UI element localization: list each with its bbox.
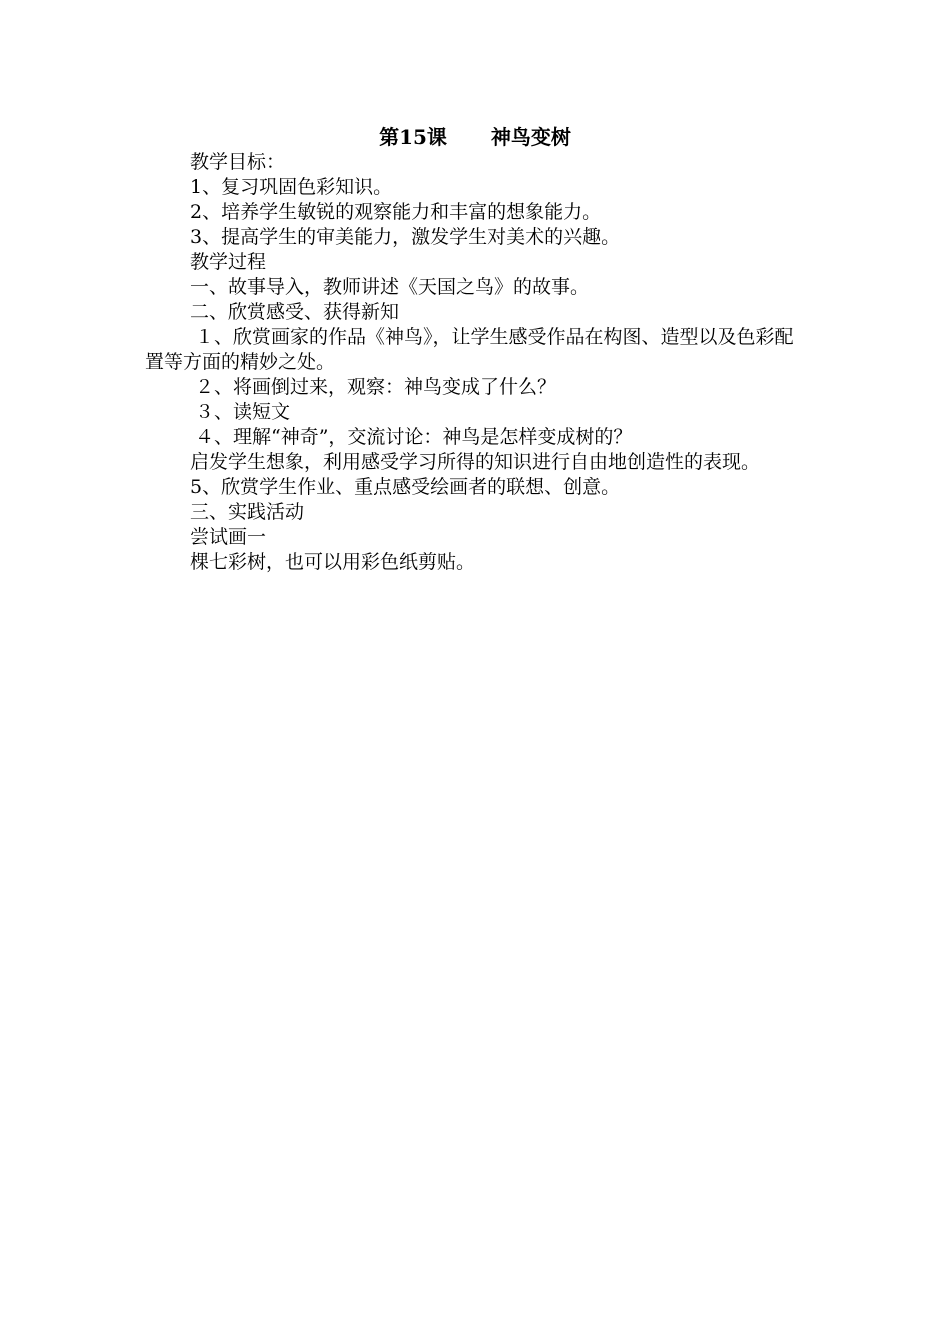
document-body xyxy=(145,150,810,575)
paragraph-goals-heading: 教学目标： xyxy=(190,151,286,173)
paragraph-step-2-1: １、欣赏画家的作品《神鸟》，让学生感受作品在构图、造型以及色彩配置等方面的精妙之处。 xyxy=(145,326,794,373)
paragraph-tree: 棵七彩树，也可以用彩色纸剪贴。 xyxy=(190,551,476,573)
paragraph-goal-2: 2、培养学生敏锐的观察能力和丰富的想象能力。 xyxy=(190,201,602,223)
lesson-number: 第15课 xyxy=(379,125,447,149)
paragraph-step-2-5: 5、欣赏学生作业、重点感受绘画者的联想、创意。 xyxy=(190,476,621,498)
lesson-name: 神鸟变树 xyxy=(490,125,571,149)
page-title xyxy=(0,124,950,150)
paragraph-inspire: 启发学生想象，利用感受学习所得的知识进行自由地创造性的表现。 xyxy=(190,451,761,473)
paragraph-step-2-3: ３、读短文 xyxy=(195,401,291,423)
paragraph-try-draw: 尝试画一 xyxy=(190,526,267,548)
paragraph-goal-1: 1、复习巩固色彩知识。 xyxy=(190,176,393,198)
paragraph-step-2-4: ４、理解“神奇”，交流讨论：神鸟是怎样变成树的？ xyxy=(195,426,633,448)
paragraph-step-1: 一、故事导入，教师讲述《天国之鸟》的故事。 xyxy=(190,276,590,298)
paragraph-step-2-2: ２、将画倒过来，观察：神鸟变成了什么？ xyxy=(195,376,557,398)
paragraph-step-2: 二、欣赏感受、获得新知 xyxy=(190,301,400,323)
paragraph-process-heading: 教学过程 xyxy=(190,251,267,273)
paragraph-goal-3: 3、提高学生的审美能力，激发学生对美术的兴趣。 xyxy=(190,226,621,248)
paragraph-step-3: 三、实践活动 xyxy=(190,501,305,523)
